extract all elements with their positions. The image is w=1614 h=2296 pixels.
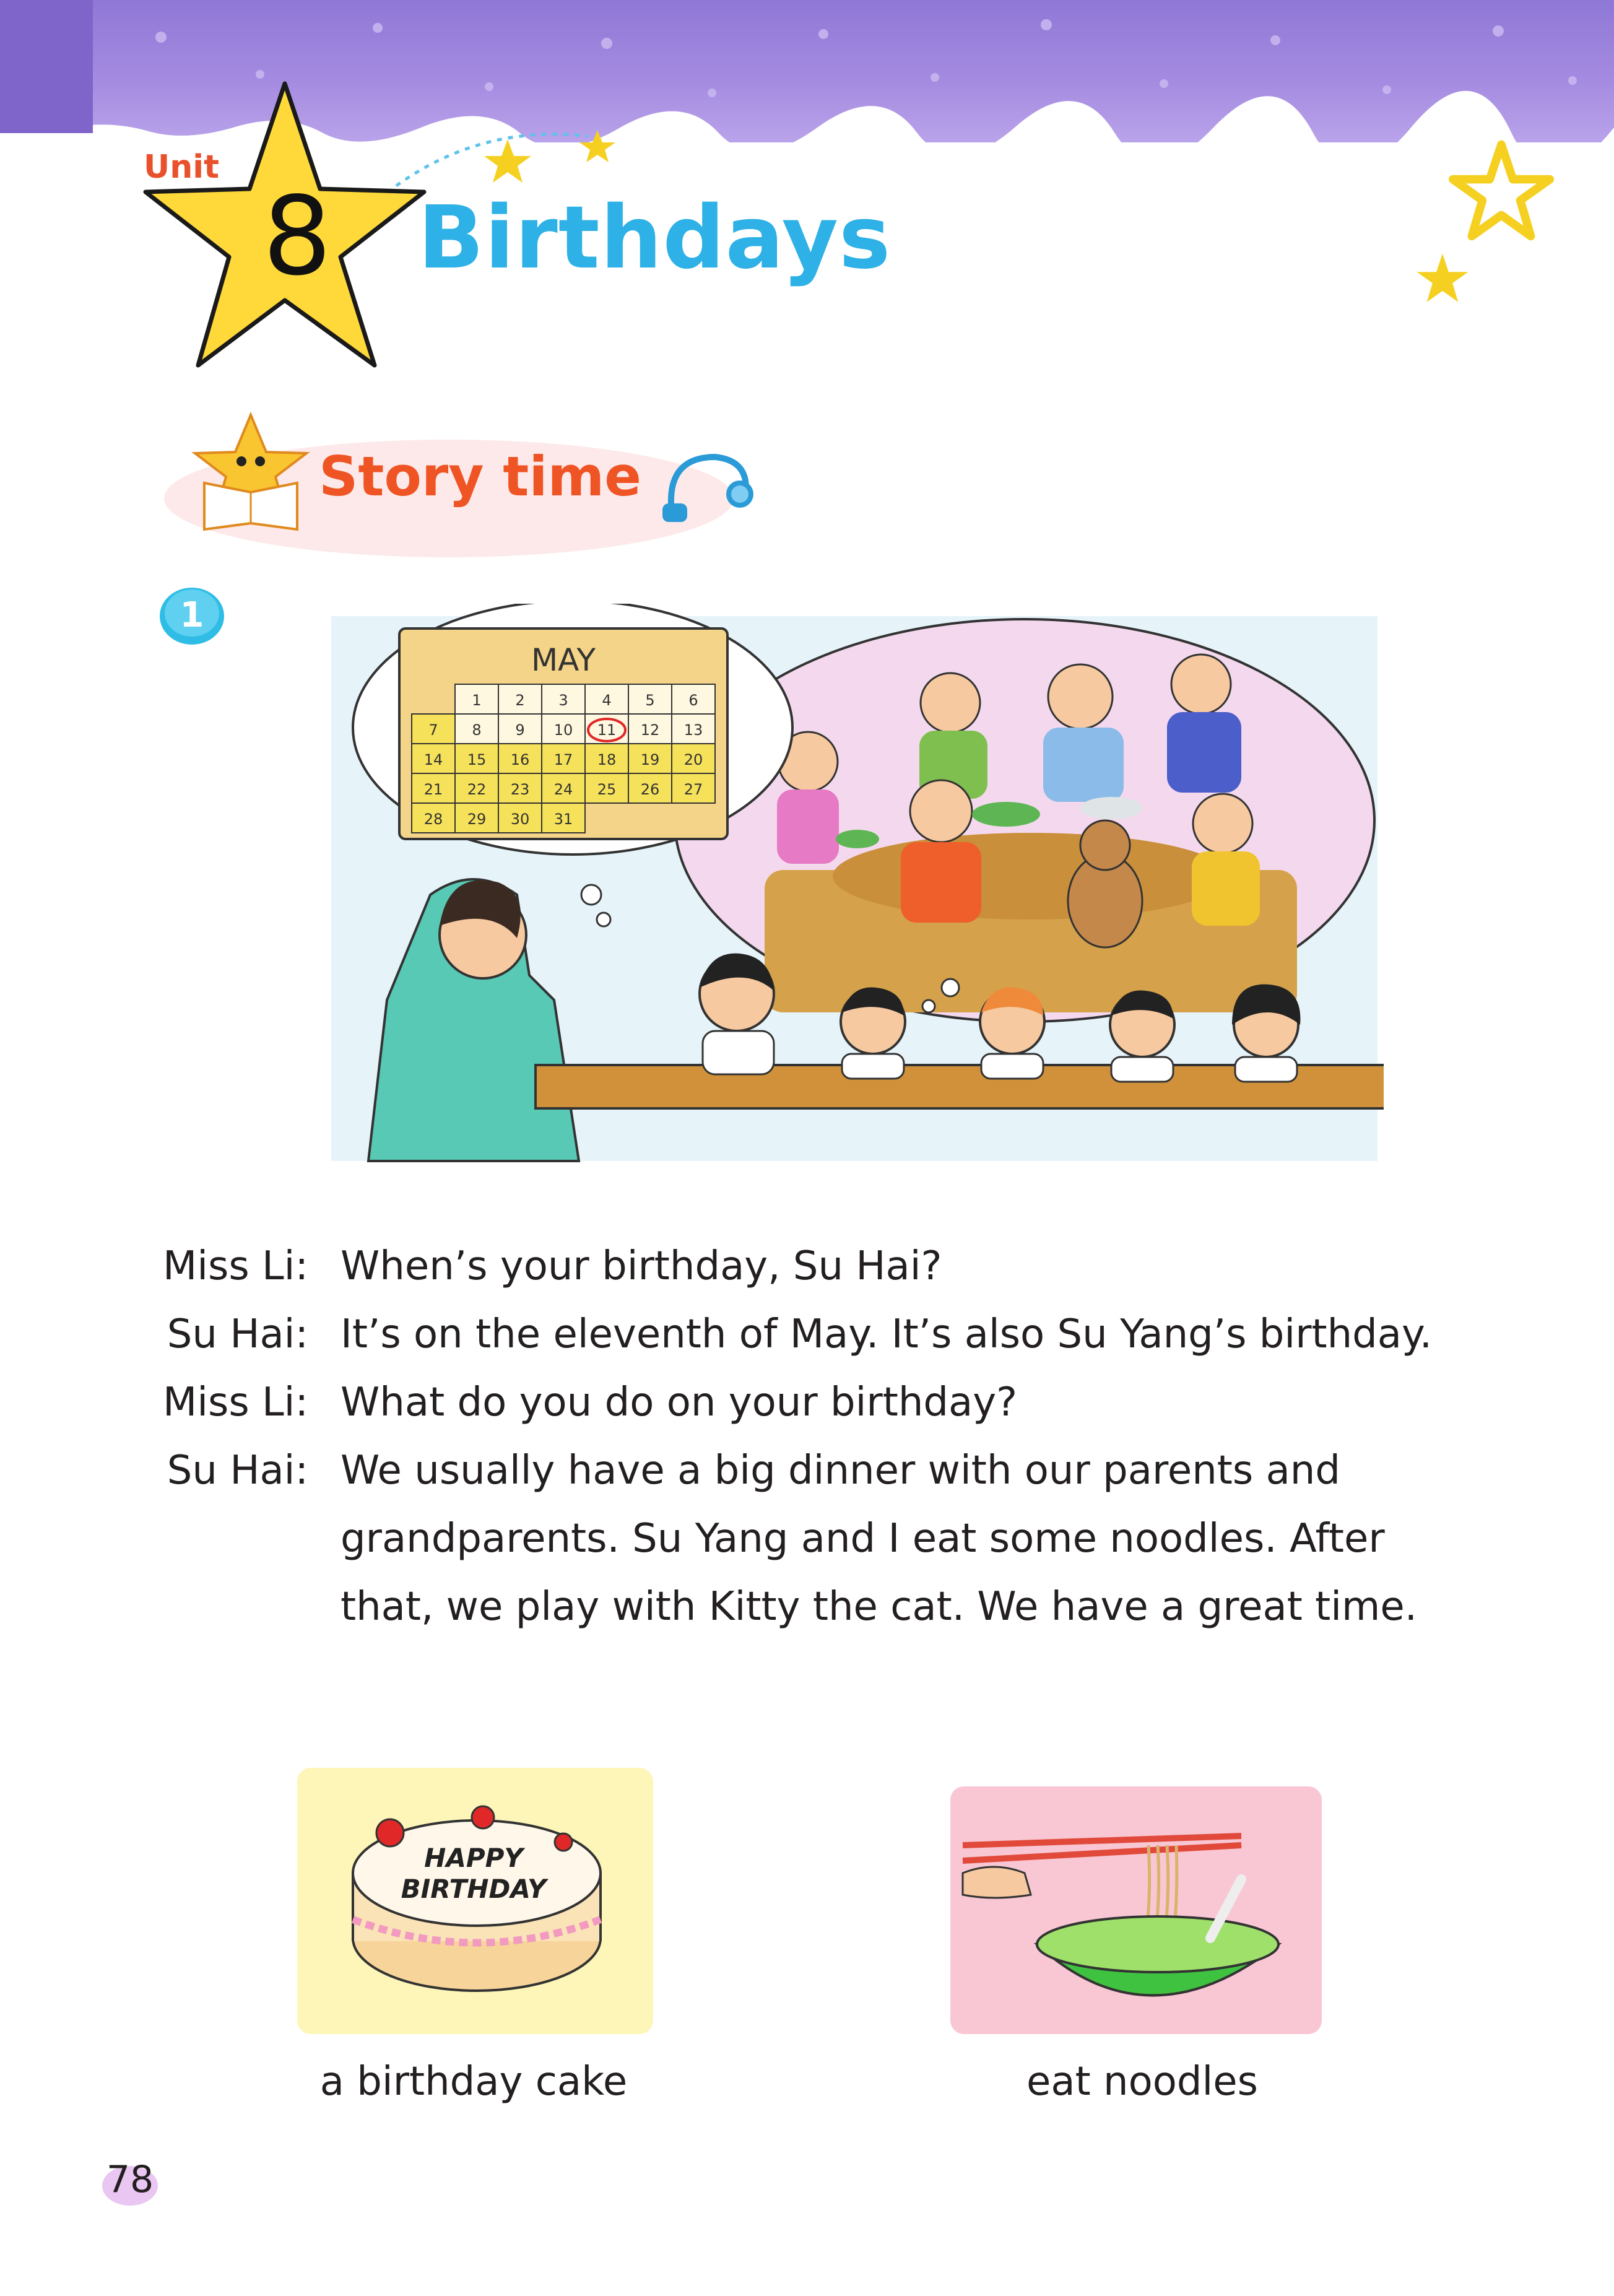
dialogue: [124, 1232, 1548, 1641]
eat-noodles-picture: [950, 1786, 1322, 2034]
cake-text-birthday: BIRTHDAY: [401, 1874, 547, 1904]
birthday-cake-picture: [297, 1768, 653, 2034]
calendar-day: 9: [515, 721, 525, 739]
calendar-day: 7: [428, 721, 438, 739]
unit-label: Unit: [144, 149, 219, 186]
banner-side-tab: [0, 0, 93, 133]
dialogue-line: [124, 1437, 1548, 1505]
calendar-day: 29: [467, 811, 487, 828]
dialogue-line: [124, 1573, 1548, 1641]
calendar-month: MAY: [531, 642, 596, 678]
dialogue-line: [124, 1368, 1548, 1437]
speaker-name: Su Hai:: [167, 1311, 308, 1357]
calendar-day: 8: [472, 721, 482, 739]
dialogue-line: [124, 1300, 1548, 1368]
calendar-day: 2: [515, 692, 525, 709]
speaker-blank: [124, 1505, 341, 1573]
calendar-day: 1: [472, 692, 482, 709]
calendar-day: 10: [553, 721, 573, 739]
calendar-day: 4: [602, 692, 612, 709]
calendar-day: 14: [423, 751, 443, 768]
calendar-day: 16: [510, 751, 530, 768]
calendar-day: 23: [510, 781, 530, 798]
speaker-blank: [124, 1573, 341, 1641]
calendar-day: 11: [597, 721, 617, 739]
calendar-day: 18: [597, 751, 617, 768]
calendar-day: 22: [467, 781, 487, 798]
calendar-day: 13: [683, 721, 703, 739]
calendar-day: 3: [558, 692, 568, 709]
speaker-name: Miss Li:: [162, 1243, 308, 1289]
calendar-day: 15: [467, 751, 487, 768]
vocab-label-cake: a birthday cake: [319, 2059, 628, 2105]
calendar-day: 17: [553, 751, 573, 768]
calendar-day: 25: [597, 781, 617, 798]
speech-text: that, we play with Kitty the cat. We have a great time.: [341, 1584, 1418, 1630]
star-mascot-reading-icon: [180, 409, 322, 533]
part-number: 1: [180, 595, 204, 635]
cake-text-happy: HAPPY: [424, 1843, 523, 1873]
star-outline-icon: [1449, 139, 1554, 245]
calendar-day: 31: [553, 811, 573, 828]
calendar-day: 26: [640, 781, 660, 798]
dotted-arc-with-stars: [384, 118, 619, 198]
calendar-day: 27: [683, 781, 703, 798]
speech-text: When’s your birthday, Su Hai?: [341, 1243, 942, 1289]
calendar-day: 19: [640, 751, 660, 768]
calendar-day: 24: [553, 781, 573, 798]
speech-text: It’s on the eleventh of May. It’s also Su Yang’s birthday.: [341, 1311, 1433, 1357]
calendar-day: 28: [423, 811, 443, 828]
section-title: Story time: [319, 445, 641, 508]
dialogue-line: [124, 1232, 1548, 1300]
dialogue-line: [124, 1505, 1548, 1573]
speaker-name: Su Hai:: [167, 1448, 308, 1494]
star-icon: [1415, 251, 1470, 307]
speech-text: grandparents. Su Yang and I eat some noodles. After: [341, 1516, 1385, 1562]
calendar-day: 5: [645, 692, 655, 709]
part-number-badge: [155, 582, 229, 650]
calendar: [399, 628, 727, 839]
unit-title: Birthdays: [418, 188, 892, 289]
page-number: 78: [106, 2158, 154, 2201]
vocab-label-noodles: eat noodles: [1026, 2059, 1259, 2105]
calendar-day: 6: [688, 692, 698, 709]
audio-headphone-icon[interactable]: [653, 445, 765, 531]
speech-text: What do you do on your birthday?: [341, 1380, 1018, 1425]
unit-number: 8: [262, 174, 332, 300]
calendar-day: 12: [640, 721, 660, 739]
classroom-birthday-illustration: [331, 604, 1384, 1173]
calendar-day: 20: [683, 751, 703, 768]
calendar-day: 30: [510, 811, 530, 828]
speaker-name: Miss Li:: [162, 1380, 308, 1425]
speech-text: We usually have a big dinner with our parents and: [341, 1448, 1340, 1494]
calendar-day: 21: [423, 781, 443, 798]
